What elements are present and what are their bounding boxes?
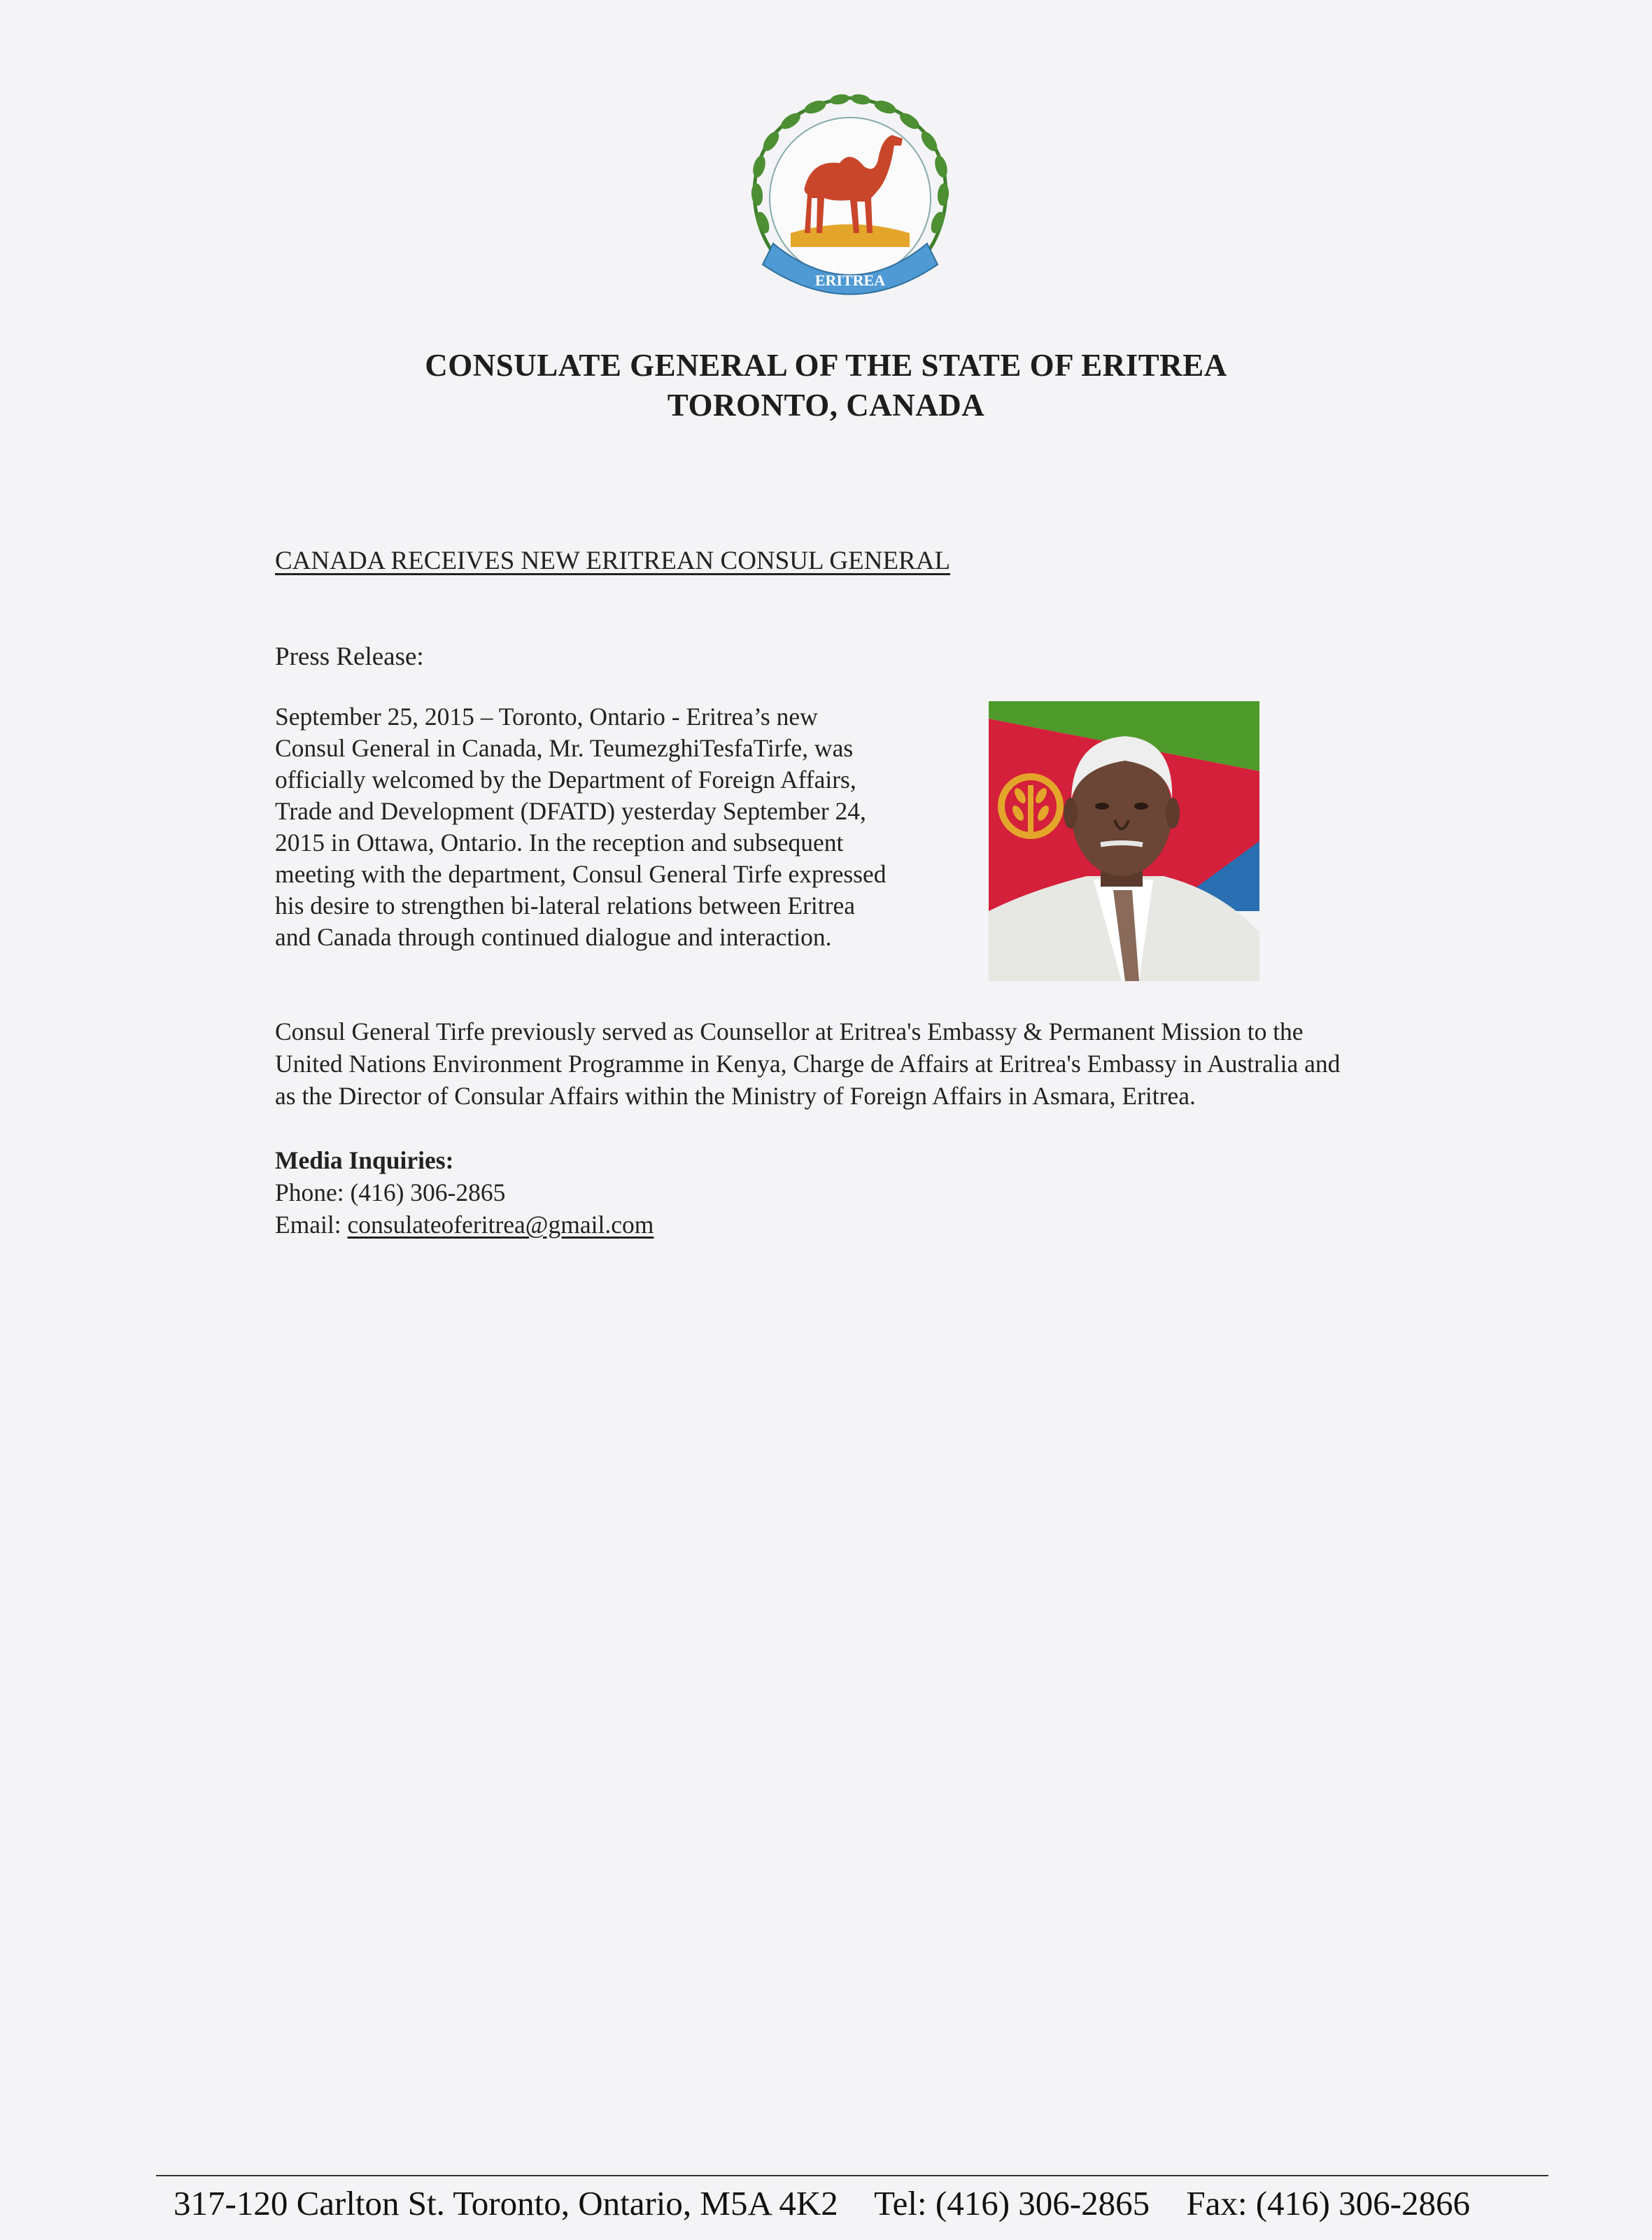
emblem-banner-subtext: THE STATE OF <box>822 264 878 272</box>
emblem-banner-text: ERITREA <box>814 272 886 289</box>
email-link[interactable]: consulateoferitrea@gmail.com <box>347 1211 654 1239</box>
footer-address: 317-120 Carlton St. Toronto, Ontario, M5A 4K2 <box>174 2184 838 2223</box>
paragraph-line: 2015 in Ottawa, Ontario. In the reception and subsequent <box>275 829 844 857</box>
organization-location: TORONTO, CANADA <box>667 388 985 423</box>
footer-fax: Fax: (416) 306-2866 <box>1186 2184 1470 2223</box>
media-inquiries <box>275 1144 654 1241</box>
paragraph-line: United Nations Environment Programme in Kenya, Charge de Affairs at Eritrea's Embassy in Australia and <box>275 1050 1341 1078</box>
media-inquiries-heading: Media Inquiries: <box>275 1146 454 1174</box>
consul-general-photo <box>989 701 1259 981</box>
paragraph-line: Trade and Development (DFATD) yesterday September 24, <box>275 797 866 825</box>
media-phone-row <box>275 1176 654 1209</box>
press-release-paragraph-1 <box>275 701 975 953</box>
press-release-paragraph-2 <box>275 1015 1492 1112</box>
paragraph-line: Consul General Tirfe previously served as Counsellor at Eritrea's Embassy & Permanent Mission to the <box>275 1017 1304 1045</box>
footer-tel: Tel: (416) 306-2865 <box>874 2184 1150 2223</box>
press-release-label: Press Release: <box>275 642 424 671</box>
phone-number: (416) 306-2865 <box>350 1178 506 1206</box>
paragraph-line: Consul General in Canada, Mr. TeumezghiTesfaTirfe, was <box>275 734 854 762</box>
press-release-headline: CANADA RECEIVES NEW ERITREAN CONSUL GENERAL <box>275 547 951 575</box>
phone-label: Phone: <box>275 1178 344 1206</box>
footer-divider <box>156 2175 1548 2176</box>
state-emblem-logo <box>735 83 966 314</box>
paragraph-line: September 25, 2015 – Toronto, Ontario - Eritrea’s new <box>275 703 818 731</box>
organization-title: CONSULATE GENERAL OF THE STATE OF ERITREA <box>425 348 1227 383</box>
paragraph-line: meeting with the department, Consul General Tirfe expressed <box>275 860 887 888</box>
paragraph-line: his desire to strengthen bi-lateral relations between Eritrea <box>275 892 855 920</box>
footer-contact <box>174 2183 1498 2223</box>
media-email-row <box>275 1209 654 1241</box>
paragraph-line: officially welcomed by the Department of Foreign Affairs, <box>275 766 856 794</box>
paragraph-line: as the Director of Consular Affairs within the Ministry of Foreign Affairs in Asmara, Eritrea. <box>275 1082 1196 1110</box>
paragraph-line: and Canada through continued dialogue and interaction. <box>275 923 832 951</box>
email-label: Email: <box>275 1211 341 1239</box>
